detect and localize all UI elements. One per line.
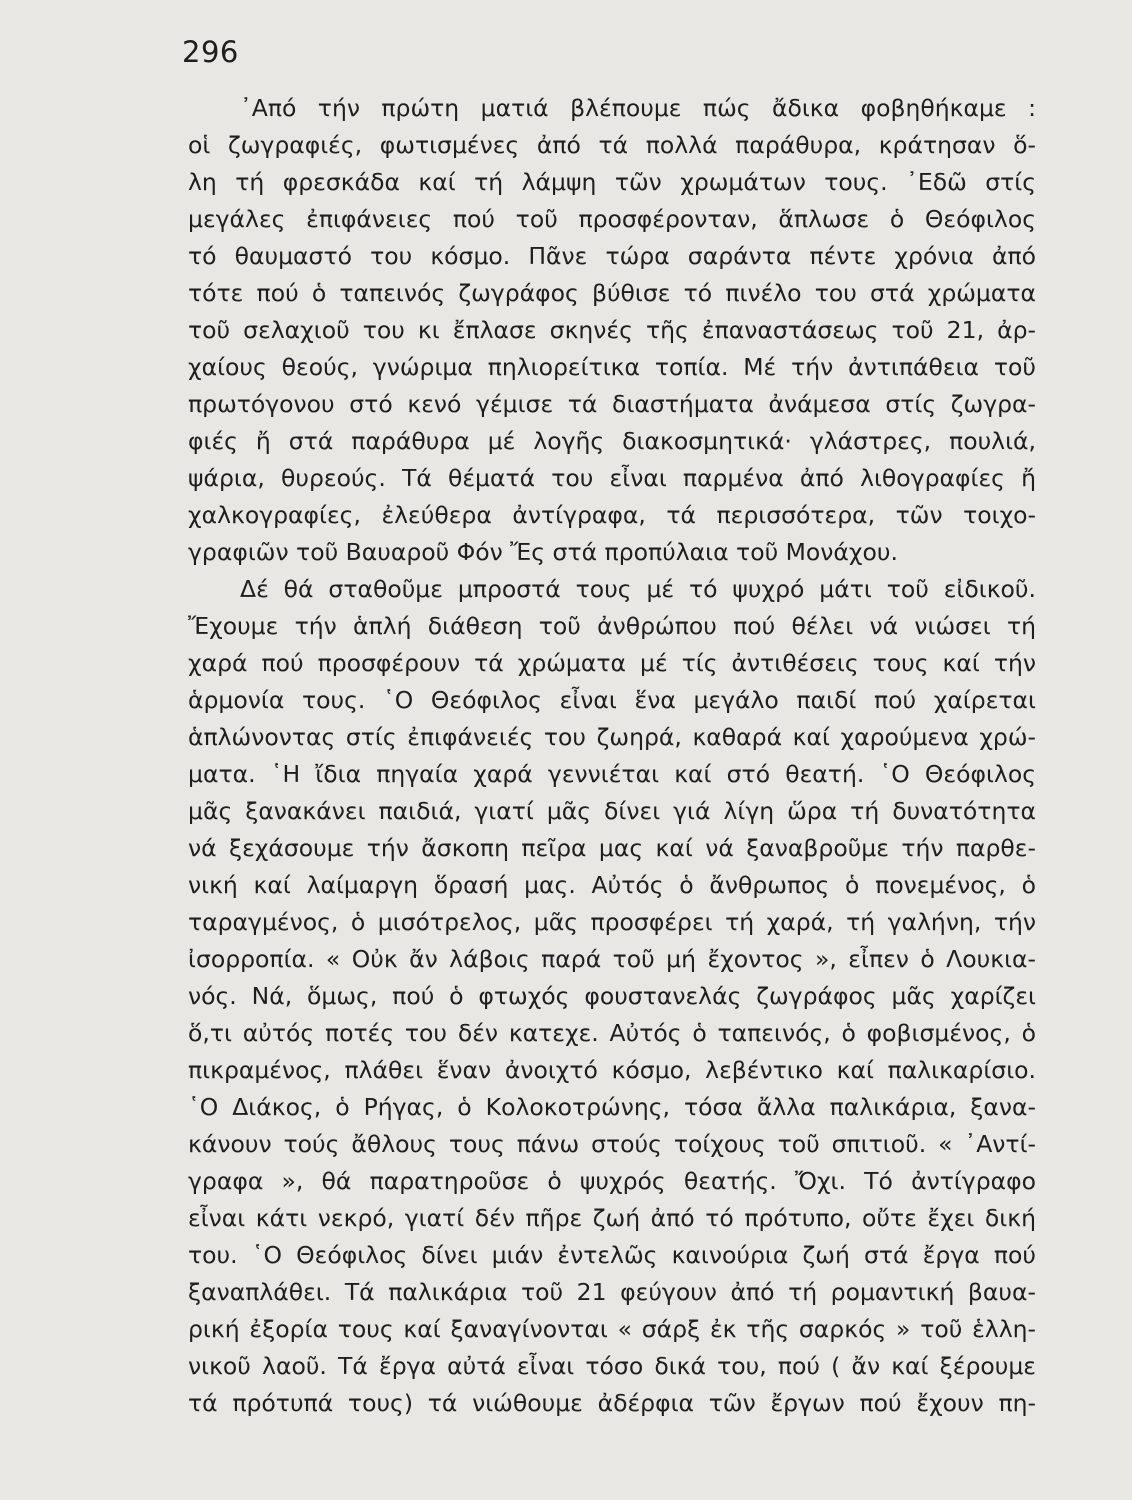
text-line: πρωτόγονου στό κενό γέμισε τά διαστήματα ἀνάμεσα στίς ζωγρα-: [188, 390, 1036, 418]
text-line: του. ῾Ο Θεόφιλος δίνει μιάν ἐντελῶς καινούρια ζωή στά ἔργα πού: [188, 1241, 1036, 1269]
text-line: ὅ,τι αὐτός ποτές του δέν κατεχε. Αὐτός ὁ ταπεινός, ὁ φοβισμένος, ὁ: [188, 1019, 1036, 1047]
text-line: νική καί λαίμαργη ὅρασή μας. Αὐτός ὁ ἄνθρωπος ὁ πονεμένος, ὁ: [188, 871, 1036, 899]
text-line: γραφιῶν τοῦ Βαυαροῦ Φόν Ἔς στά προπύλαια τοῦ Μονάχου.: [188, 538, 898, 566]
text-line: χαλκογραφίες, ἐλεύθερα ἀντίγραφα, τά περισσότερα, τῶν τοιχο-: [188, 501, 1036, 529]
text-line: ἰσορροπία. « Οὐκ ἄν λάβοις παρά τοῦ μή ἔχοντος », εἶπεν ὁ Λουκια-: [188, 945, 1036, 973]
text-line: εἶναι κάτι νεκρό, γιατί δέν πῆρε ζωή ἀπό τό πρότυπο, οὔτε ἔχει δική: [188, 1204, 1036, 1232]
text-line: Δέ θά σταθοῦμε μπροστά τους μέ τό ψυχρό μάτι τοῦ εἰδικοῦ.: [240, 575, 1036, 603]
text-line: φιές ἤ στά παράθυρα μέ λογῆς διακοσμητικά· γλάστρες, πουλιά,: [188, 427, 1036, 455]
text-line: ῾Ο Διάκος, ὁ Ρήγας, ὁ Κολοκοτρώνης, τόσα ἄλλα παλικάρια, ξανα-: [188, 1093, 1036, 1121]
text-line: νά ξεχάσουμε τήν ἄσκοπη πεῖρα μας καί νά ξαναβροῦμε τήν παρθε-: [188, 834, 1036, 862]
text-line: νικοῦ λαοῦ. Τά ἔργα αὐτά εἶναι τόσο δικά του, πού ( ἄν καί ξέρουμε: [188, 1352, 1036, 1380]
text-line: πικραμένος, πλάθει ἕναν ἀνοιχτό κόσμο, λεβέντικο καί παλικαρίσιο.: [188, 1056, 1036, 1084]
text-line: τότε πού ὁ ταπεινός ζωγράφος βύθισε τό πινέλο του στά χρώματα: [188, 279, 1036, 307]
text-line: ᾿Από τήν πρώτη ματιά βλέπουμε πώς ἄδικα φοβηθήκαμε :: [240, 94, 1036, 122]
text-line: μεγάλες ἐπιφάνειες πού τοῦ προσφέρονταν, ἅπλωσε ὁ Θεόφιλος: [188, 205, 1036, 233]
text-line: ταραγμένος, ὁ μισότρελος, μᾶς προσφέρει τή χαρά, τή γαλήνη, τήν: [188, 908, 1036, 936]
text-line: γραφα », θά παρατηροῦσε ὁ ψυχρός θεατής. Ὄχι. Τό ἀντίγραφο: [188, 1167, 1036, 1195]
text-line: λη τή φρεσκάδα καί τή λάμψη τῶν χρωμάτων τους. ᾿Εδῶ στίς: [188, 168, 1036, 196]
text-line: ρική ἐξορία τους καί ξαναγίνονται « σάρξ ἐκ τῆς σαρκός » τοῦ ἑλλη-: [188, 1315, 1036, 1343]
text-line: τοῦ σελαχιοῦ του κι ἔπλασε σκηνές τῆς ἐπαναστάσεως τοῦ 21, ἀρ-: [188, 316, 1036, 344]
text-line: νός. Νά, ὅμως, πού ὁ φτωχός φουστανελάς ζωγράφος μᾶς χαρίζει: [188, 982, 1036, 1010]
text-line: χαίους θεούς, γνώριμα πηλιορείτικα τοπία. Μέ τήν ἀντιπάθεια τοῦ: [188, 353, 1036, 381]
text-line: κάνουν τούς ἄθλους τους πάνω στούς τοίχους τοῦ σπιτιοῦ. « ᾿Αντί-: [188, 1130, 1036, 1158]
text-line: τά πρότυπά τους) τά νιώθουμε ἀδέρφια τῶν ἔργων πού ἔχουν πη-: [188, 1389, 1036, 1417]
text-line: ἁπλώνοντας στίς ἐπιφάνειές του ζωηρά, καθαρά καί χαρούμενα χρώ-: [188, 723, 1036, 751]
text-line: Ἔχουμε τήν ἁπλή διάθεση τοῦ ἀνθρώπου πού θέλει νά νιώσει τή: [188, 612, 1036, 640]
text-line: ψάρια, θυρεούς. Τά θέματά του εἶναι παρμένα ἀπό λιθογραφίες ἤ: [188, 464, 1036, 492]
text-line: ξαναπλάθει. Τά παλικάρια τοῦ 21 φεύγουν ἀπό τή ρομαντική βαυα-: [188, 1278, 1036, 1306]
text-line: χαρά πού προσφέρουν τά χρώματα μέ τίς ἀντιθέσεις τους καί τήν: [188, 649, 1036, 677]
text-line: οἱ ζωγραφιές, φωτισμένες ἀπό τά πολλά παράθυρα, κράτησαν ὅ-: [188, 131, 1036, 159]
body-text: [188, 90, 1036, 1422]
text-line: μᾶς ξανακάνει παιδιά, γιατί μᾶς δίνει γιά λίγη ὥρα τή δυνατότητα: [188, 797, 1036, 825]
page-number: 296: [182, 35, 239, 69]
text-line: ἁρμονία τους. ῾Ο Θεόφιλος εἶναι ἕνα μεγάλο παιδί πού χαίρεται: [188, 686, 1036, 714]
text-line: ματα. ῾Η ἴδια πηγαία χαρά γεννιέται καί στό θεατή. ῾Ο Θεόφιλος: [188, 760, 1036, 788]
text-line: τό θαυμαστό του κόσμο. Πᾶνε τώρα σαράντα πέντε χρόνια ἀπό: [188, 242, 1036, 270]
